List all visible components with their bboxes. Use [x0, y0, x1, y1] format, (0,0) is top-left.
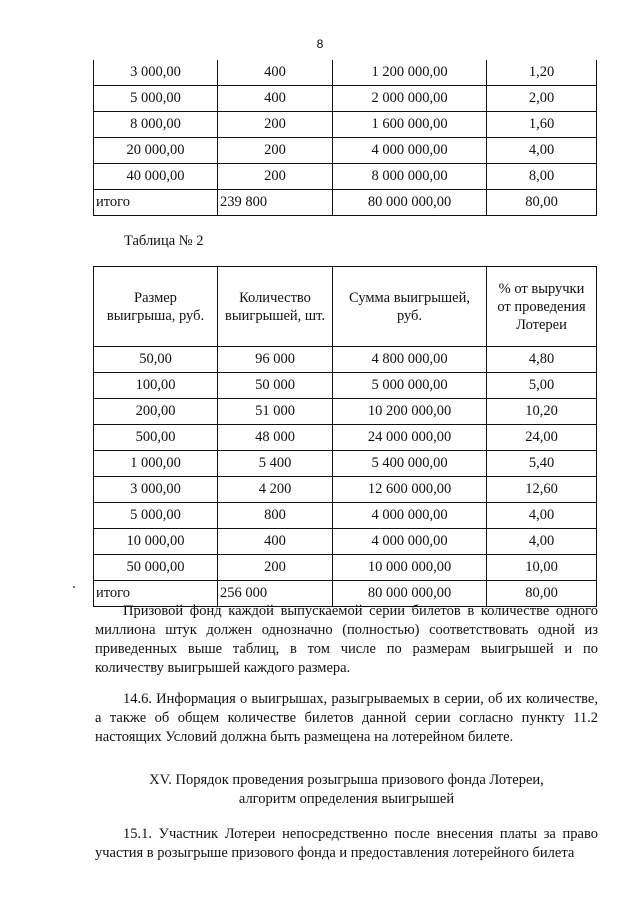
total-sum: 80 000 000,00	[333, 190, 487, 216]
table-cell: 24 000 000,00	[333, 425, 487, 451]
header-row	[94, 267, 597, 347]
table-caption: Таблица № 2	[124, 233, 204, 249]
table-cell: 4 200	[218, 477, 333, 503]
table-cell: 8 000 000,00	[333, 164, 487, 190]
table-cell: 5 400 000,00	[333, 451, 487, 477]
table-cell: 1 600 000,00	[333, 112, 487, 138]
table-cell: 4 000 000,00	[333, 138, 487, 164]
table-cell: 1 000,00	[94, 451, 218, 477]
table2-body	[94, 347, 597, 607]
table-cell: 5 000,00	[94, 86, 218, 112]
table-cell: 12,60	[487, 477, 597, 503]
paragraph-prize-fund: Призовой фонд каждой выпускаемой серии билетов в количестве одного миллиона штук должен однозначно (полностью) соответствовать одной из приведенных выше таблиц, в том числе по размерам выигрышей и по количеству выигрышей каждого размера.	[95, 603, 598, 676]
table-cell: 10,00	[487, 555, 597, 581]
table-cell: 400	[218, 60, 333, 86]
total-percent: 80,00	[487, 581, 597, 607]
total-label: итого	[94, 581, 218, 607]
table-row	[94, 86, 597, 112]
page-number: 8	[316, 37, 324, 51]
column-header-revenue-percent: % от выручки от проведения Лотереи	[487, 267, 597, 347]
total-percent: 80,00	[487, 190, 597, 216]
table-cell: 20 000,00	[94, 138, 218, 164]
table-row	[94, 60, 597, 86]
table2-header	[94, 267, 597, 347]
section-heading-line-2: алгоритм определения выигрышей	[238, 791, 455, 807]
table-row	[94, 425, 597, 451]
total-row	[94, 190, 597, 216]
table-cell: 10 000 000,00	[333, 555, 487, 581]
table-cell: 8,00	[487, 164, 597, 190]
section-heading	[95, 771, 598, 809]
table-cell: 1,20	[487, 60, 597, 86]
table-cell: 96 000	[218, 347, 333, 373]
table-row	[94, 477, 597, 503]
column-header-prize-size: Размер выигрыша, руб.	[94, 267, 218, 347]
table-cell: 4,00	[487, 138, 597, 164]
table-cell: 200	[218, 138, 333, 164]
total-count: 256 000	[218, 581, 333, 607]
table-cell: 200	[218, 112, 333, 138]
table-cell: 4 800 000,00	[333, 347, 487, 373]
table-cell: 400	[218, 529, 333, 555]
table-cell: 4,80	[487, 347, 597, 373]
table-cell: 100,00	[94, 373, 218, 399]
prize-table-2	[93, 266, 597, 607]
table-cell: 48 000	[218, 425, 333, 451]
column-header-prize-count: Количество выигрышей, шт.	[218, 267, 333, 347]
table-cell: 3 000,00	[94, 477, 218, 503]
total-count: 239 800	[218, 190, 333, 216]
table-cell: 200	[218, 164, 333, 190]
total-label: итого	[94, 190, 218, 216]
table-cell: 50 000	[218, 373, 333, 399]
table-row	[94, 503, 597, 529]
table1-body	[94, 60, 597, 216]
table-cell: 10,20	[487, 399, 597, 425]
table-row	[94, 347, 597, 373]
table-cell: 200	[218, 555, 333, 581]
section-heading-line-1: XV. Порядок проведения розыгрыша призового фонда Лотереи,	[149, 772, 544, 788]
table-cell: 1 200 000,00	[333, 60, 487, 86]
table-cell: 5,40	[487, 451, 597, 477]
table-cell: 400	[218, 86, 333, 112]
table-cell: 51 000	[218, 399, 333, 425]
column-header-prize-sum: Сумма выигрышей, руб.	[333, 267, 487, 347]
table-cell: 4,00	[487, 503, 597, 529]
table-cell: 50,00	[94, 347, 218, 373]
table-row	[94, 164, 597, 190]
table-cell: 500,00	[94, 425, 218, 451]
table-row	[94, 138, 597, 164]
table-cell: 5,00	[487, 373, 597, 399]
table-cell: 40 000,00	[94, 164, 218, 190]
table-cell: 1,60	[487, 112, 597, 138]
table-cell: 4 000 000,00	[333, 503, 487, 529]
table-cell: 5 000 000,00	[333, 373, 487, 399]
prize-table-1	[93, 60, 597, 216]
total-sum: 80 000 000,00	[333, 581, 487, 607]
paragraph-15-1: 15.1. Участник Лотереи непосредственно после внесения платы за право участия в розыгрыше призового фонда и предоставления лотерейного билета	[95, 826, 598, 861]
table-cell: 10 200 000,00	[333, 399, 487, 425]
table-cell: 5 400	[218, 451, 333, 477]
table-cell: 5 000,00	[94, 503, 218, 529]
table-row	[94, 112, 597, 138]
table-cell: 200,00	[94, 399, 218, 425]
table-row	[94, 399, 597, 425]
table-row	[94, 555, 597, 581]
table-cell: 12 600 000,00	[333, 477, 487, 503]
table-cell: 800	[218, 503, 333, 529]
paragraph-14-6: 14.6. Информация о выигрышах, разыгрываемых в серии, об их количестве, а также об общем количестве билетов данной серии согласно пункту 11.2 настоящих Условий должна быть размещена на лотерейном билете.	[95, 691, 598, 745]
table-cell: 10 000,00	[94, 529, 218, 555]
table-cell: 24,00	[487, 425, 597, 451]
table-row	[94, 529, 597, 555]
table-cell: 2,00	[487, 86, 597, 112]
table-row	[94, 373, 597, 399]
margin-dot	[73, 586, 75, 588]
table-cell: 8 000,00	[94, 112, 218, 138]
table-cell: 50 000,00	[94, 555, 218, 581]
table-cell: 2 000 000,00	[333, 86, 487, 112]
table-row	[94, 451, 597, 477]
table-cell: 4,00	[487, 529, 597, 555]
table-cell: 4 000 000,00	[333, 529, 487, 555]
table-cell: 3 000,00	[94, 60, 218, 86]
